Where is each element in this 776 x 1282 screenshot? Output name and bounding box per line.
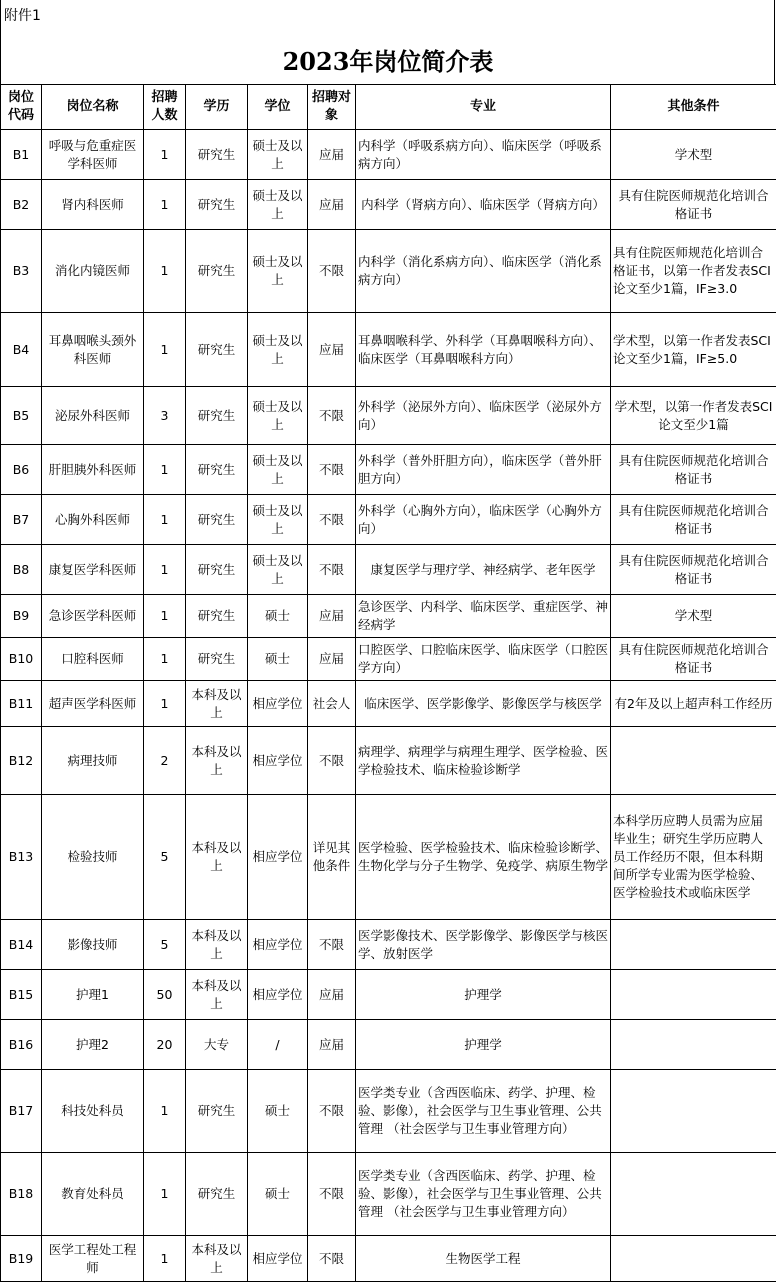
count-cell: 1	[144, 545, 186, 595]
name-cell: 科技处科员	[42, 1070, 144, 1153]
header-name: 岗位名称	[42, 85, 144, 130]
target-cell: 应届	[308, 1020, 356, 1070]
header-target: 招聘对象	[308, 85, 356, 130]
header-major: 专业	[356, 85, 611, 130]
education-cell: 研究生	[186, 545, 248, 595]
target-cell: 应届	[308, 130, 356, 180]
major-cell: 外科学（普外肝胆方向），临床医学（普外肝胆方向）	[356, 445, 611, 495]
target-cell: 应届	[308, 595, 356, 638]
code-cell: B12	[1, 727, 42, 795]
degree-cell: 硕士及以上	[248, 387, 308, 445]
count-cell: 5	[144, 795, 186, 920]
degree-cell: 硕士及以上	[248, 230, 308, 313]
name-cell: 肾内科医师	[42, 180, 144, 230]
education-cell: 本科及以上	[186, 795, 248, 920]
count-cell: 3	[144, 387, 186, 445]
major-cell: 护理学	[356, 1020, 611, 1070]
table-row	[1, 545, 776, 595]
education-cell: 研究生	[186, 495, 248, 545]
degree-cell: 相应学位	[248, 795, 308, 920]
other-cell: 具有住院医师规范化培训合格证书	[611, 545, 776, 595]
count-cell: 1	[144, 681, 186, 727]
name-cell: 影像技师	[42, 920, 144, 970]
education-cell: 研究生	[186, 1070, 248, 1153]
name-cell: 心胸外科医师	[42, 495, 144, 545]
table-row	[1, 795, 776, 920]
table-row	[1, 445, 776, 495]
education-cell: 研究生	[186, 638, 248, 681]
target-cell: 不限	[308, 920, 356, 970]
code-cell: B4	[1, 313, 42, 387]
degree-cell: 硕士及以上	[248, 130, 308, 180]
code-cell: B14	[1, 920, 42, 970]
count-cell: 5	[144, 920, 186, 970]
name-cell: 康复医学科医师	[42, 545, 144, 595]
table-row	[1, 130, 776, 180]
education-cell: 本科及以上	[186, 970, 248, 1020]
other-cell	[611, 970, 776, 1020]
table-header-row	[1, 85, 776, 130]
major-cell: 外科学（泌尿外方向）、临床医学（泌尿外方向）	[356, 387, 611, 445]
table-row	[1, 1153, 776, 1236]
table-row	[1, 595, 776, 638]
target-cell: 详见其他条件	[308, 795, 356, 920]
education-cell: 研究生	[186, 313, 248, 387]
degree-cell: 硕士	[248, 595, 308, 638]
major-cell: 医学检验、医学检验技术、临床检验诊断学、生物化学与分子生物学、免疫学、病原生物学	[356, 795, 611, 920]
code-cell: B13	[1, 795, 42, 920]
table-row	[1, 681, 776, 727]
education-cell: 本科及以上	[186, 727, 248, 795]
major-cell: 生物医学工程	[356, 1236, 611, 1282]
table-row	[1, 1070, 776, 1153]
education-cell: 研究生	[186, 180, 248, 230]
other-cell: 具有住院医师规范化培训合格证书	[611, 495, 776, 545]
target-cell: 应届	[308, 313, 356, 387]
table-row	[1, 495, 776, 545]
major-cell: 医学影像技术、医学影像学、影像医学与核医学、放射医学	[356, 920, 611, 970]
other-cell: 有2年及以上超声科工作经历	[611, 681, 776, 727]
count-cell: 2	[144, 727, 186, 795]
other-cell	[611, 727, 776, 795]
name-cell: 超声医学科医师	[42, 681, 144, 727]
code-cell: B18	[1, 1153, 42, 1236]
table-row	[1, 970, 776, 1020]
name-cell: 病理技师	[42, 727, 144, 795]
table-row	[1, 313, 776, 387]
major-cell: 内科学（消化系病方向）、临床医学（消化系病方向）	[356, 230, 611, 313]
header-count: 招聘人数	[144, 85, 186, 130]
code-cell: B9	[1, 595, 42, 638]
degree-cell: 硕士及以上	[248, 180, 308, 230]
header-degree: 学位	[248, 85, 308, 130]
count-cell: 1	[144, 1070, 186, 1153]
other-cell: 学术型，以第一作者发表SCI论文至少1篇	[611, 387, 776, 445]
table-row	[1, 638, 776, 681]
count-cell: 1	[144, 130, 186, 180]
table-row	[1, 1236, 776, 1282]
target-cell: 不限	[308, 1153, 356, 1236]
major-cell: 康复医学与理疗学、神经病学、老年医学	[356, 545, 611, 595]
name-cell: 呼吸与危重症医学科医师	[42, 130, 144, 180]
education-cell: 研究生	[186, 230, 248, 313]
table-row	[1, 727, 776, 795]
name-cell: 急诊医学科医师	[42, 595, 144, 638]
education-cell: 研究生	[186, 595, 248, 638]
target-cell: 不限	[308, 1070, 356, 1153]
code-cell: B6	[1, 445, 42, 495]
degree-cell: 相应学位	[248, 681, 308, 727]
code-cell: B3	[1, 230, 42, 313]
code-cell: B7	[1, 495, 42, 545]
code-cell: B11	[1, 681, 42, 727]
degree-cell: 相应学位	[248, 920, 308, 970]
page-title: 2023年岗位简介表	[0, 42, 776, 77]
education-cell: 研究生	[186, 1153, 248, 1236]
code-cell: B10	[1, 638, 42, 681]
education-cell: 研究生	[186, 445, 248, 495]
other-cell: 学术型，以第一作者发表SCI论文至少1篇，IF≥5.0	[611, 313, 776, 387]
code-cell: B1	[1, 130, 42, 180]
major-cell: 病理学、病理学与病理生理学、医学检验、医学检验技术、临床检验诊断学	[356, 727, 611, 795]
code-cell: B5	[1, 387, 42, 445]
count-cell: 1	[144, 230, 186, 313]
header-other: 其他条件	[611, 85, 776, 130]
other-cell: 具有住院医师规范化培训合格证书	[611, 638, 776, 681]
degree-cell: 硕士	[248, 1070, 308, 1153]
name-cell: 消化内镜医师	[42, 230, 144, 313]
education-cell: 本科及以上	[186, 1236, 248, 1282]
other-cell	[611, 1153, 776, 1236]
other-cell	[611, 1236, 776, 1282]
count-cell: 50	[144, 970, 186, 1020]
code-cell: B15	[1, 970, 42, 1020]
degree-cell: 相应学位	[248, 727, 308, 795]
education-cell: 大专	[186, 1020, 248, 1070]
other-cell: 本科学历应聘人员需为应届毕业生；研究生学历应聘人员工作经历不限，但本科期间所学专业需为医学检验、医学检验技术或临床医学	[611, 795, 776, 920]
major-cell: 耳鼻咽喉科学、外科学（耳鼻咽喉科方向）、临床医学（耳鼻咽喉科方向）	[356, 313, 611, 387]
target-cell: 应届	[308, 180, 356, 230]
degree-cell: 相应学位	[248, 1236, 308, 1282]
name-cell: 肝胆胰外科医师	[42, 445, 144, 495]
target-cell: 社会人	[308, 681, 356, 727]
target-cell: 不限	[308, 545, 356, 595]
name-cell: 护理1	[42, 970, 144, 1020]
major-cell: 口腔医学、口腔临床医学、临床医学（口腔医学方向）	[356, 638, 611, 681]
other-cell: 具有住院医师规范化培训合格证书	[611, 445, 776, 495]
name-cell: 泌尿外科医师	[42, 387, 144, 445]
education-cell: 本科及以上	[186, 681, 248, 727]
count-cell: 1	[144, 445, 186, 495]
target-cell: 不限	[308, 1236, 356, 1282]
table-row	[1, 230, 776, 313]
name-cell: 耳鼻咽喉头颈外科医师	[42, 313, 144, 387]
degree-cell: 硕士及以上	[248, 545, 308, 595]
table-row	[1, 387, 776, 445]
other-cell: 学术型	[611, 595, 776, 638]
major-cell: 外科学（心胸外方向），临床医学（心胸外方向）	[356, 495, 611, 545]
attachment-label: 附件1	[4, 5, 41, 25]
major-cell: 医学类专业（含西医临床、药学、护理、检验、影像），社会医学与卫生事业管理、公共管理 （社会医学与卫生事业管理方向）	[356, 1070, 611, 1153]
degree-cell: 硕士及以上	[248, 495, 308, 545]
other-cell: 具有住院医师规范化培训合格证书	[611, 180, 776, 230]
target-cell: 不限	[308, 445, 356, 495]
table-row	[1, 180, 776, 230]
count-cell: 1	[144, 313, 186, 387]
education-cell: 研究生	[186, 130, 248, 180]
target-cell: 应届	[308, 970, 356, 1020]
other-cell	[611, 1020, 776, 1070]
count-cell: 1	[144, 1236, 186, 1282]
target-cell: 应届	[308, 638, 356, 681]
education-cell: 研究生	[186, 387, 248, 445]
major-cell: 临床医学、医学影像学、影像医学与核医学	[356, 681, 611, 727]
education-cell: 本科及以上	[186, 920, 248, 970]
degree-cell: 硕士	[248, 1153, 308, 1236]
major-cell: 内科学（肾病方向）、临床医学（肾病方向）	[356, 180, 611, 230]
name-cell: 检验技师	[42, 795, 144, 920]
count-cell: 1	[144, 495, 186, 545]
major-cell: 医学类专业（含西医临床、药学、护理、检验、影像），社会医学与卫生事业管理、公共管理 （社会医学与卫生事业管理方向）	[356, 1153, 611, 1236]
code-cell: B2	[1, 180, 42, 230]
name-cell: 医学工程处工程师	[42, 1236, 144, 1282]
other-cell: 学术型	[611, 130, 776, 180]
degree-cell: /	[248, 1020, 308, 1070]
count-cell: 1	[144, 180, 186, 230]
degree-cell: 硕士及以上	[248, 313, 308, 387]
code-cell: B8	[1, 545, 42, 595]
degree-cell: 硕士及以上	[248, 445, 308, 495]
other-cell	[611, 920, 776, 970]
code-cell: B19	[1, 1236, 42, 1282]
name-cell: 教育处科员	[42, 1153, 144, 1236]
header-education: 学历	[186, 85, 248, 130]
count-cell: 1	[144, 595, 186, 638]
other-cell: 具有住院医师规范化培训合格证书，以第一作者发表SCI论文至少1篇，IF≥3.0	[611, 230, 776, 313]
major-cell: 护理学	[356, 970, 611, 1020]
degree-cell: 硕士	[248, 638, 308, 681]
name-cell: 口腔科医师	[42, 638, 144, 681]
target-cell: 不限	[308, 495, 356, 545]
count-cell: 1	[144, 638, 186, 681]
major-cell: 急诊医学、内科学、临床医学、重症医学、神经病学	[356, 595, 611, 638]
code-cell: B17	[1, 1070, 42, 1153]
position-table	[0, 84, 776, 1282]
target-cell: 不限	[308, 230, 356, 313]
degree-cell: 相应学位	[248, 970, 308, 1020]
header-code: 岗位代码	[1, 85, 42, 130]
target-cell: 不限	[308, 387, 356, 445]
table-row	[1, 1020, 776, 1070]
major-cell: 内科学（呼吸系病方向）、临床医学（呼吸系病方向）	[356, 130, 611, 180]
code-cell: B16	[1, 1020, 42, 1070]
count-cell: 1	[144, 1153, 186, 1236]
other-cell	[611, 1070, 776, 1153]
target-cell: 不限	[308, 727, 356, 795]
count-cell: 20	[144, 1020, 186, 1070]
name-cell: 护理2	[42, 1020, 144, 1070]
table-row	[1, 920, 776, 970]
